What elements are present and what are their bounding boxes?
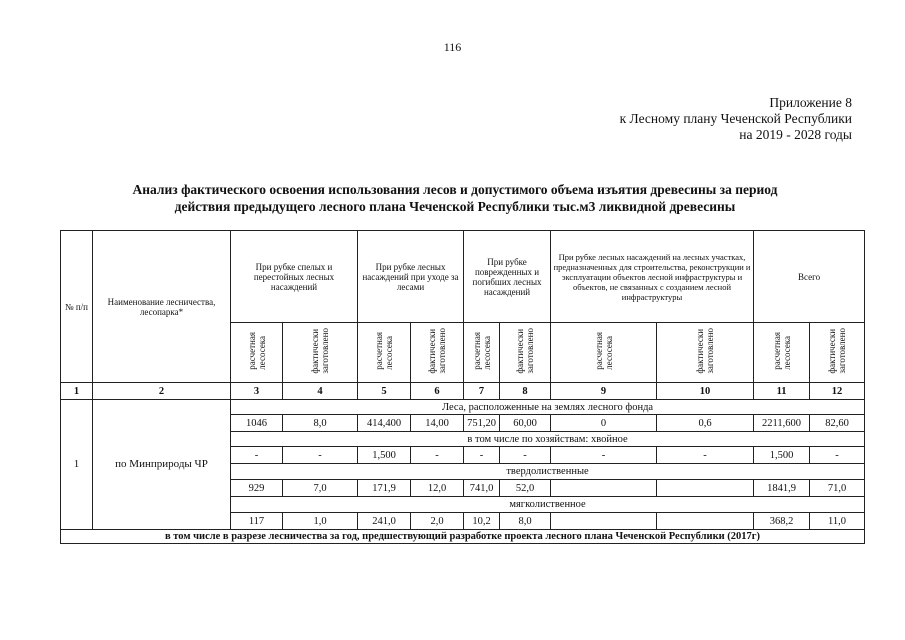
table-cell: 0,6 [657,415,754,432]
subheader-fact-3: фактически заготовлено [500,323,551,383]
col-number: 4 [283,383,358,400]
col-number: 8 [500,383,551,400]
header-total: Всего [754,231,865,323]
table-cell [551,513,657,530]
col-number: 9 [551,383,657,400]
page-number: 116 [443,40,462,54]
entity-number: 1 [61,400,93,530]
document-title-line-1: Анализ фактического освоения использования лесов и допустимого объема изъятия древесины за период [132,182,778,197]
col-number: 7 [464,383,500,400]
subheader-fact-4: фактически заготовлено [657,323,754,383]
table-cell: 14,00 [411,415,464,432]
table-cell: 1,500 [754,447,810,464]
subheader-calc-1: расчетная лесосека [231,323,283,383]
entity-name: по Минприроды ЧР [93,400,231,530]
table-cell: 2211,600 [754,415,810,432]
table-cell: 929 [231,480,283,497]
header-infrastructure-felling: При рубке лесных насаждений на лесных участках, предназначенных для строительства, реконструкции и эксплуатации объектов лесной инфраструктуры и объектов, не связанных с созданием лесной инфраструктуры [551,231,754,323]
header-forestry-name: Наименование лесничества, лесопарка* [93,231,231,383]
subheader-calc-2: расчетная лесосека [358,323,411,383]
subheader-calc-4: расчетная лесосека [551,323,657,383]
section-label: твердолиственные [231,464,865,480]
table-cell: 2,0 [411,513,464,530]
section-label: в том числе по хозяйствам: хвойное [231,432,865,447]
table-cell: 414,400 [358,415,411,432]
section-label-row [61,400,865,415]
subheader-calc-3: расчетная лесосека [464,323,500,383]
table-cell: 12,0 [411,480,464,497]
table-cell: 60,00 [500,415,551,432]
table-cell: 241,0 [358,513,411,530]
col-number: 5 [358,383,411,400]
table-cell: 71,0 [810,480,865,497]
header-damaged-felling: При рубке поврежденных и погибших лесных насаждений [464,231,551,323]
table-cell: - [500,447,551,464]
table-cell: 7,0 [283,480,358,497]
appendix-line-2: к Лесному плану Чеченской Республики [619,111,852,126]
table-footer-row [61,530,865,544]
table-cell: 82,60 [810,415,865,432]
subheader-fact-2: фактически заготовлено [411,323,464,383]
table-cell: 1,0 [283,513,358,530]
table-cell: 117 [231,513,283,530]
header-care-felling: При рубке лесных насаждений при уходе за лесами [358,231,464,323]
subheader-calc-5: расчетная лесосека [754,323,810,383]
table-cell [551,480,657,497]
table-cell: 52,0 [500,480,551,497]
table-cell [657,480,754,497]
table-cell: 368,2 [754,513,810,530]
header-no: № п/п [61,231,93,383]
appendix-line-1: Приложение 8 [769,95,852,110]
table-cell: - [657,447,754,464]
table-cell: 1,500 [358,447,411,464]
section-label: Леса, расположенные на землях лесного фонда [231,400,865,415]
col-number: 1 [61,383,93,400]
appendix-line-3: на 2019 - 2028 годы [739,127,852,142]
table-cell: - [464,447,500,464]
subheader-fact-1: фактически заготовлено [283,323,358,383]
table-cell: 10,2 [464,513,500,530]
harvest-analysis-table [60,230,865,544]
table-cell: 171,9 [358,480,411,497]
table-cell: - [551,447,657,464]
table-cell: 11,0 [810,513,865,530]
subheader-fact-5: фактически заготовлено [810,323,865,383]
document-title-line-2: действия предыдущего лесного плана Чеченской Республики тыс.м3 ликвидной древесины [174,199,736,214]
table-cell: - [411,447,464,464]
table-cell: 8,0 [283,415,358,432]
table-cell: 1046 [231,415,283,432]
table-cell: 0 [551,415,657,432]
table-cell: 8,0 [500,513,551,530]
col-number: 12 [810,383,865,400]
table-cell: - [231,447,283,464]
table-footer-note: в том числе в разрезе лесничества за год, предшествующий разработке проекта лесного плана Чеченской Республики (2017г) [61,530,865,544]
table-cell: - [283,447,358,464]
table-cell: 751,20 [464,415,500,432]
appendix-note [620,95,852,143]
table-cell: 741,0 [464,480,500,497]
col-number: 6 [411,383,464,400]
table-cell: 1841,9 [754,480,810,497]
table-cell: - [810,447,865,464]
table-cell [657,513,754,530]
col-number: 2 [93,383,231,400]
section-label: мягколиственное [231,497,865,513]
col-number: 11 [754,383,810,400]
col-number: 10 [657,383,754,400]
document-title [60,181,850,215]
table-header-row [61,231,865,323]
column-number-row [61,383,865,400]
header-mature-felling: При рубке спелых и перестойных лесных насаждений [231,231,358,323]
col-number: 3 [231,383,283,400]
